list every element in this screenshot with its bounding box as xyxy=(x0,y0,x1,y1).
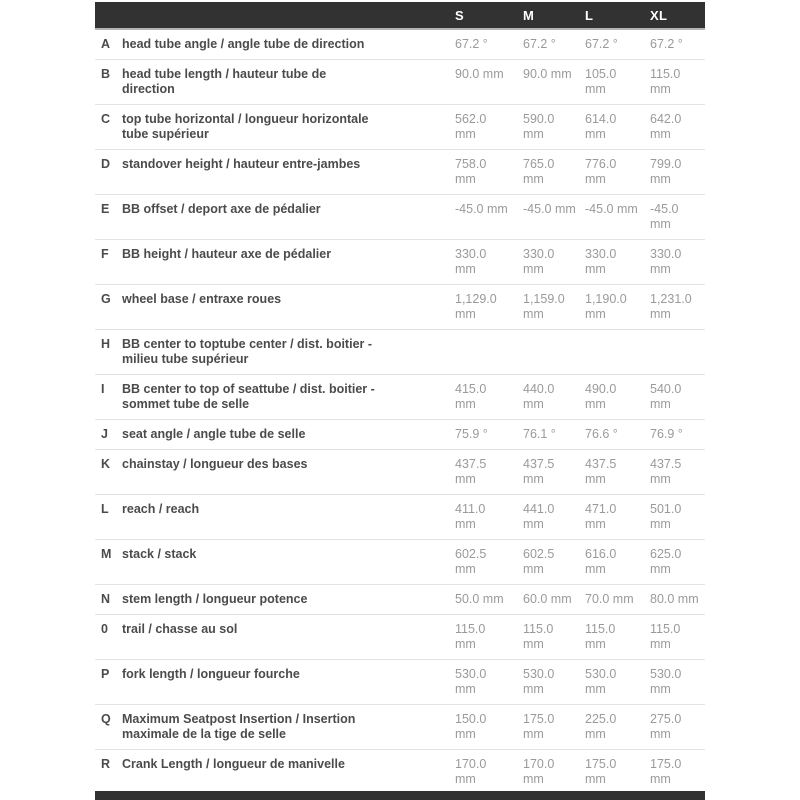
row-value-s: 411.0 mm xyxy=(455,502,486,531)
row-letter: C xyxy=(101,112,111,126)
row-label: standover height / hauteur entre-jambes xyxy=(122,157,361,171)
row-label: BB center to toptube center / dist. boitier - milieu tube supérieur xyxy=(122,337,373,366)
row-value-l: 330.0 mm xyxy=(585,247,617,276)
row-value-m: -45.0 mm xyxy=(523,202,576,216)
row-value-l: 70.0 mm xyxy=(585,592,634,606)
row-value-m: 330.0 mm xyxy=(523,247,555,276)
row-value-xl: 80.0 mm xyxy=(650,592,699,606)
column-header-xl: XL xyxy=(650,7,668,23)
row-label: BB offset / deport axe de pédalier xyxy=(122,202,321,216)
row-value-m: 67.2 ° xyxy=(523,37,556,51)
row-value-s: 150.0 mm xyxy=(455,712,487,741)
row-label: stack / stack xyxy=(122,547,197,561)
row-letter: R xyxy=(101,757,111,771)
row-value-xl: 330.0 mm xyxy=(650,247,682,276)
row-letter: K xyxy=(101,457,111,471)
row-letter: B xyxy=(101,67,111,81)
row-value-xl: 642.0 mm xyxy=(650,112,682,141)
row-value-s: 1,129.0 mm xyxy=(455,292,497,321)
row-value-m: 60.0 mm xyxy=(523,592,572,606)
column-header-m: M xyxy=(523,7,535,23)
row-value-l: 616.0 mm xyxy=(585,547,617,576)
table-row xyxy=(95,60,705,105)
row-label: seat angle / angle tube de selle xyxy=(122,427,306,441)
row-value-xl: 530.0 mm xyxy=(650,667,682,696)
row-value-l: 614.0 mm xyxy=(585,112,617,141)
row-value-xl: 799.0 mm xyxy=(650,157,682,186)
row-value-xl: 67.2 ° xyxy=(650,37,683,51)
row-value-l: 67.2 ° xyxy=(585,37,618,51)
table-row xyxy=(95,450,705,495)
row-label: wheel base / entraxe roues xyxy=(122,292,282,306)
table-row xyxy=(95,330,705,375)
row-label: stem length / longueur potence xyxy=(122,592,308,606)
row-value-m: 530.0 mm xyxy=(523,667,555,696)
table-row xyxy=(95,150,705,195)
table-row xyxy=(95,615,705,660)
table-row xyxy=(95,420,705,450)
row-letter: A xyxy=(101,37,111,51)
row-value-l: 1,190.0 mm xyxy=(585,292,627,321)
row-value-xl: 625.0 mm xyxy=(650,547,682,576)
row-value-m: 76.1 ° xyxy=(523,427,556,441)
row-value-xl: 275.0 mm xyxy=(650,712,682,741)
table-row xyxy=(95,540,705,585)
row-value-s: 50.0 mm xyxy=(455,592,504,606)
row-value-m: 175.0 mm xyxy=(523,712,555,741)
table-row xyxy=(95,105,705,150)
row-letter: D xyxy=(101,157,111,171)
row-value-s: 562.0 mm xyxy=(455,112,487,141)
row-value-s: 75.9 ° xyxy=(455,427,488,441)
row-value-xl: 501.0 mm xyxy=(650,502,682,531)
row-label: BB center to top of seattube / dist. boitier - sommet tube de selle xyxy=(122,382,375,411)
row-value-l: 175.0 mm xyxy=(585,757,617,786)
row-label: fork length / longueur fourche xyxy=(122,667,300,681)
row-letter: P xyxy=(101,667,110,681)
row-value-xl: -45.0 mm xyxy=(650,202,679,231)
row-label: Crank Length / longueur de manivelle xyxy=(122,757,345,771)
row-value-m: 440.0 mm xyxy=(523,382,555,411)
row-value-xl: 540.0 mm xyxy=(650,382,682,411)
row-letter: M xyxy=(101,547,112,561)
row-value-s: 115.0 mm xyxy=(455,622,486,651)
row-value-s: 330.0 mm xyxy=(455,247,487,276)
row-value-l: 437.5 mm xyxy=(585,457,617,486)
row-value-xl: 175.0 mm xyxy=(650,757,682,786)
row-letter: E xyxy=(101,202,110,216)
row-value-xl: 115.0 mm xyxy=(650,67,681,96)
row-value-l: 490.0 mm xyxy=(585,382,617,411)
row-value-m: 437.5 mm xyxy=(523,457,555,486)
table-row xyxy=(95,240,705,285)
row-value-l: 776.0 mm xyxy=(585,157,617,186)
row-letter: N xyxy=(101,592,111,606)
row-label: head tube length / hauteur tube de direction xyxy=(122,67,327,96)
row-value-l: 115.0 mm xyxy=(585,622,616,651)
row-letter: J xyxy=(101,427,108,441)
table-row xyxy=(95,750,705,795)
row-value-l: 471.0 mm xyxy=(585,502,617,531)
row-value-l: 530.0 mm xyxy=(585,667,617,696)
row-value-l: 105.0 mm xyxy=(585,67,617,96)
row-value-xl: 437.5 mm xyxy=(650,457,682,486)
row-value-l: -45.0 mm xyxy=(585,202,638,216)
row-letter: L xyxy=(101,502,109,516)
row-value-m: 170.0 mm xyxy=(523,757,555,786)
table-row xyxy=(95,705,705,750)
row-letter: Q xyxy=(101,712,111,726)
row-letter: H xyxy=(101,337,111,351)
table-row xyxy=(95,660,705,705)
row-label: trail / chasse au sol xyxy=(122,622,238,636)
table-row xyxy=(95,30,705,60)
table-row xyxy=(95,285,705,330)
row-value-s: 437.5 mm xyxy=(455,457,487,486)
table-row xyxy=(95,375,705,420)
row-value-m: 590.0 mm xyxy=(523,112,555,141)
row-value-s: 530.0 mm xyxy=(455,667,487,696)
row-value-xl: 1,231.0 mm xyxy=(650,292,692,321)
row-label: BB height / hauteur axe de pédalier xyxy=(122,247,332,261)
row-label: head tube angle / angle tube de direction xyxy=(122,37,365,51)
geometry-table xyxy=(95,2,705,795)
row-value-m: 441.0 mm xyxy=(523,502,555,531)
row-value-xl: 76.9 ° xyxy=(650,427,683,441)
row-value-m: 115.0 mm xyxy=(523,622,554,651)
row-label: top tube horizontal / longueur horizontale tube supérieur xyxy=(122,112,369,141)
table-row xyxy=(95,585,705,615)
row-value-xl: 115.0 mm xyxy=(650,622,681,651)
row-value-s: 415.0 mm xyxy=(455,382,487,411)
row-letter: G xyxy=(101,292,111,306)
row-letter: 0 xyxy=(101,622,108,636)
table-footer-bar xyxy=(95,791,705,800)
row-value-s: -45.0 mm xyxy=(455,202,508,216)
row-label: Maximum Seatpost Insertion / Insertion maximale de la tige de selle xyxy=(122,712,356,741)
row-value-m: 602.5 mm xyxy=(523,547,555,576)
row-value-s: 602.5 mm xyxy=(455,547,487,576)
row-value-s: 170.0 mm xyxy=(455,757,487,786)
table-header-row xyxy=(95,2,705,30)
row-value-l: 225.0 mm xyxy=(585,712,617,741)
row-value-m: 90.0 mm xyxy=(523,67,572,81)
row-value-s: 758.0 mm xyxy=(455,157,487,186)
row-value-m: 765.0 mm xyxy=(523,157,555,186)
row-letter: I xyxy=(101,382,105,396)
row-value-m: 1,159.0 mm xyxy=(523,292,565,321)
row-value-s: 67.2 ° xyxy=(455,37,488,51)
table-row xyxy=(95,495,705,540)
table-body xyxy=(95,30,705,795)
table-row xyxy=(95,195,705,240)
row-label: reach / reach xyxy=(122,502,200,516)
row-value-l: 76.6 ° xyxy=(585,427,618,441)
column-header-s: S xyxy=(455,7,464,23)
column-header-l: L xyxy=(585,7,594,23)
row-letter: F xyxy=(101,247,109,261)
row-label: chainstay / longueur des bases xyxy=(122,457,308,471)
row-value-s: 90.0 mm xyxy=(455,67,504,81)
